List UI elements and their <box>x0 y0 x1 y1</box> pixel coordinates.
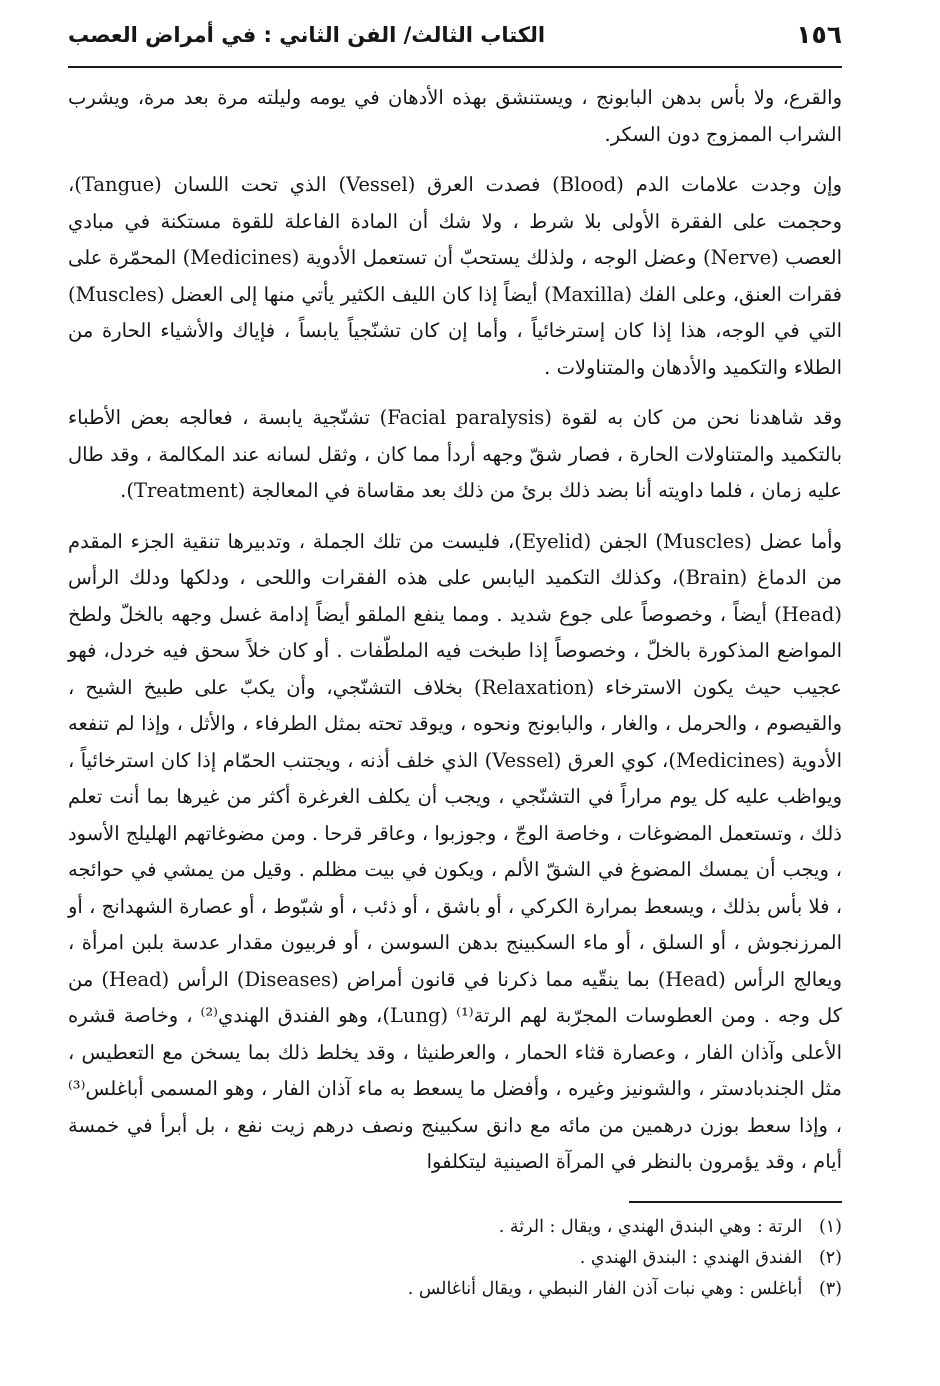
footnote <box>68 1274 842 1305</box>
running-title: الكتاب الثالث/ الفن الثاني : في أمراض العصب <box>68 23 546 47</box>
footnote-text: الفندق الهندي : البندق الهندي . <box>579 1248 803 1268</box>
page-header <box>68 20 842 60</box>
footnote <box>68 1243 842 1274</box>
body-text <box>68 80 842 1195</box>
paragraph: وأما عضل (Muscles) الجفن (Eyelid)، فليست من تلك الجملة ، وتدبيرها تنقية الجزء المقدم من الدماغ (Brain)، وكذلك التكميد اليابس على هذه الفقرات واللحى ، ودلكها ودلك الرأس (Head) أيضاً ، وخصوصاً على جوع شديد . ومما ينفع الملقو أيضاً إدامة غسل وجهه بالخلّ ولطخ المواضع المذكورة بالخلّ ، وخصوصاً إذا طبخت فيه الملطّفات . أو كان خلاً سحق فيه خردل، فهو عجيب حيث يكون الاسترخاء (Relaxation) بخلاف التشنّجي، وأن يكبّ على طبيخ الشيح ، والقيصوم ، والحرمل ، والغار ، والبابونج ونحوه ، ويوقد تحته بمثل الطرفاء ، والأثل ، وإذا لم تنفعه الأدوية (Medicines)، كوي العرق (Vessel) الذي خلف أذنه ، ويجتنب الحمّام إذا كان استرخائياً ، ويواظب عليه كل يوم مراراً في التشنّجي ، ويجب أن يكلف الغرغرة أكثر من غيرها بما أنت تعلم ذلك ، وتستعمل المضوغات ، وخاصة الوجّ ، وجوزبوا ، وعاقر قرحا . ومن مضوغاتهم الهليلج الأسود ، ويجب أن يمسك المضوغ في الشقّ الألم ، ويكون في بيت مظلم . وقيل من يمشي في حوائجه ، فلا بأس بذلك ، ويسعط بمرارة الكركي ، أو باشق ، أو ذئب ، أو شبّوط ، أو عصارة الشهدانج ، أو المرزنجوش ، أو السلق ، أو ماء السكبينج بدهن السوسن ، أو فربيون مقدار عدسة بلبن امرأة ، ويعالج الرأس (Head) بما ينقّيه مما ذكرنا في قانون أمراض (Diseases) الرأس (Head) من كل وجه . ومن العطوسات المجرّبة لهم الرتة⁽¹⁾ (Lung)، وهو الفندق الهندي⁽²⁾ ، وخاصة قشره الأعلى وآذان الفار ، وعصارة قثاء الحمار ، والعرطنيثا ، وقد يخلط ذلك بما يسخن مع التعطيس ، مثل الجندبادستر ، والشونيز وغيره ، وأفضل ما يسعط به ماء آذان الفار ، وهو المسمى أباغلس⁽³⁾ ، وإذا سعط بوزن درهمين من مائه مع دانق سكبينج ونصف درهم زيت نفع ، بل أبرأ في خمسة أيام ، وقد يؤمرون بالنظر في المرآة الصينية ليتكلفوا <box>68 529 843 1173</box>
footnote-text: أباغلس : وهي نبات آذن الفار النبطي ، ويقال أناغالس . <box>407 1279 803 1299</box>
paragraph: وقد شاهدنا نحن من كان به لقوة (Facial paralysis) تشنّجية يابسة ، فعالجه بعض الأطباء بالتكميد والمتناولات الحارة ، فصار شقّ وجهه أردأ مما كان ، وثقل لسانه عند المكالمة ، وقد طال عليه زمان ، فلما داويته أنا بضد ذلك برئ من ذلك بعد مقاساة في المعالجة (Treatment). <box>68 406 842 502</box>
footnote-number: (١) <box>818 1217 842 1237</box>
header-rule <box>68 66 842 68</box>
paragraph: والقرع، ولا بأس بدهن البابونج ، ويستنشق بهذه الأدهان في يومه وليلته مرة بعد مرة، ويشرب الشراب الممزوج دون السكر. <box>68 86 842 146</box>
page-number: ١٥٦ <box>796 20 842 49</box>
footnote-rule <box>629 1201 842 1203</box>
footnote-text: الرتة : وهي البندق الهندي ، ويقال : الرثة . <box>498 1217 803 1237</box>
footnote <box>68 1212 842 1243</box>
footnote-number: (٢) <box>818 1248 842 1268</box>
footnote-number: (٣) <box>818 1279 842 1299</box>
paragraph: وإن وجدت علامات الدم (Blood) فصدت العرق (Vessel) الذي تحت اللسان (Tangue)، وحجمت على الفقرة الأولى بلا شرط ، ولا شك أن المادة الفاعلة للقوة مستكنة في مبادي العصب (Nerve) وعضل الوجه ، ولذلك يستحبّ أن تستعمل الأدوية (Medicines) المحمّرة على فقرات العنق، وعلى الفك (Maxilla) أيضاً إذا كان الليف الكثير يأتي منها إلى العضل (Muscles) التي في الوجه، هذا إذا كان إسترخائياً ، وأما إن كان تشنّجياً يابساً ، فإياك والأشياء الحارة من الطلاء والتكميد والأدهان والمتناولات . <box>68 173 842 379</box>
footnotes <box>68 1212 842 1305</box>
